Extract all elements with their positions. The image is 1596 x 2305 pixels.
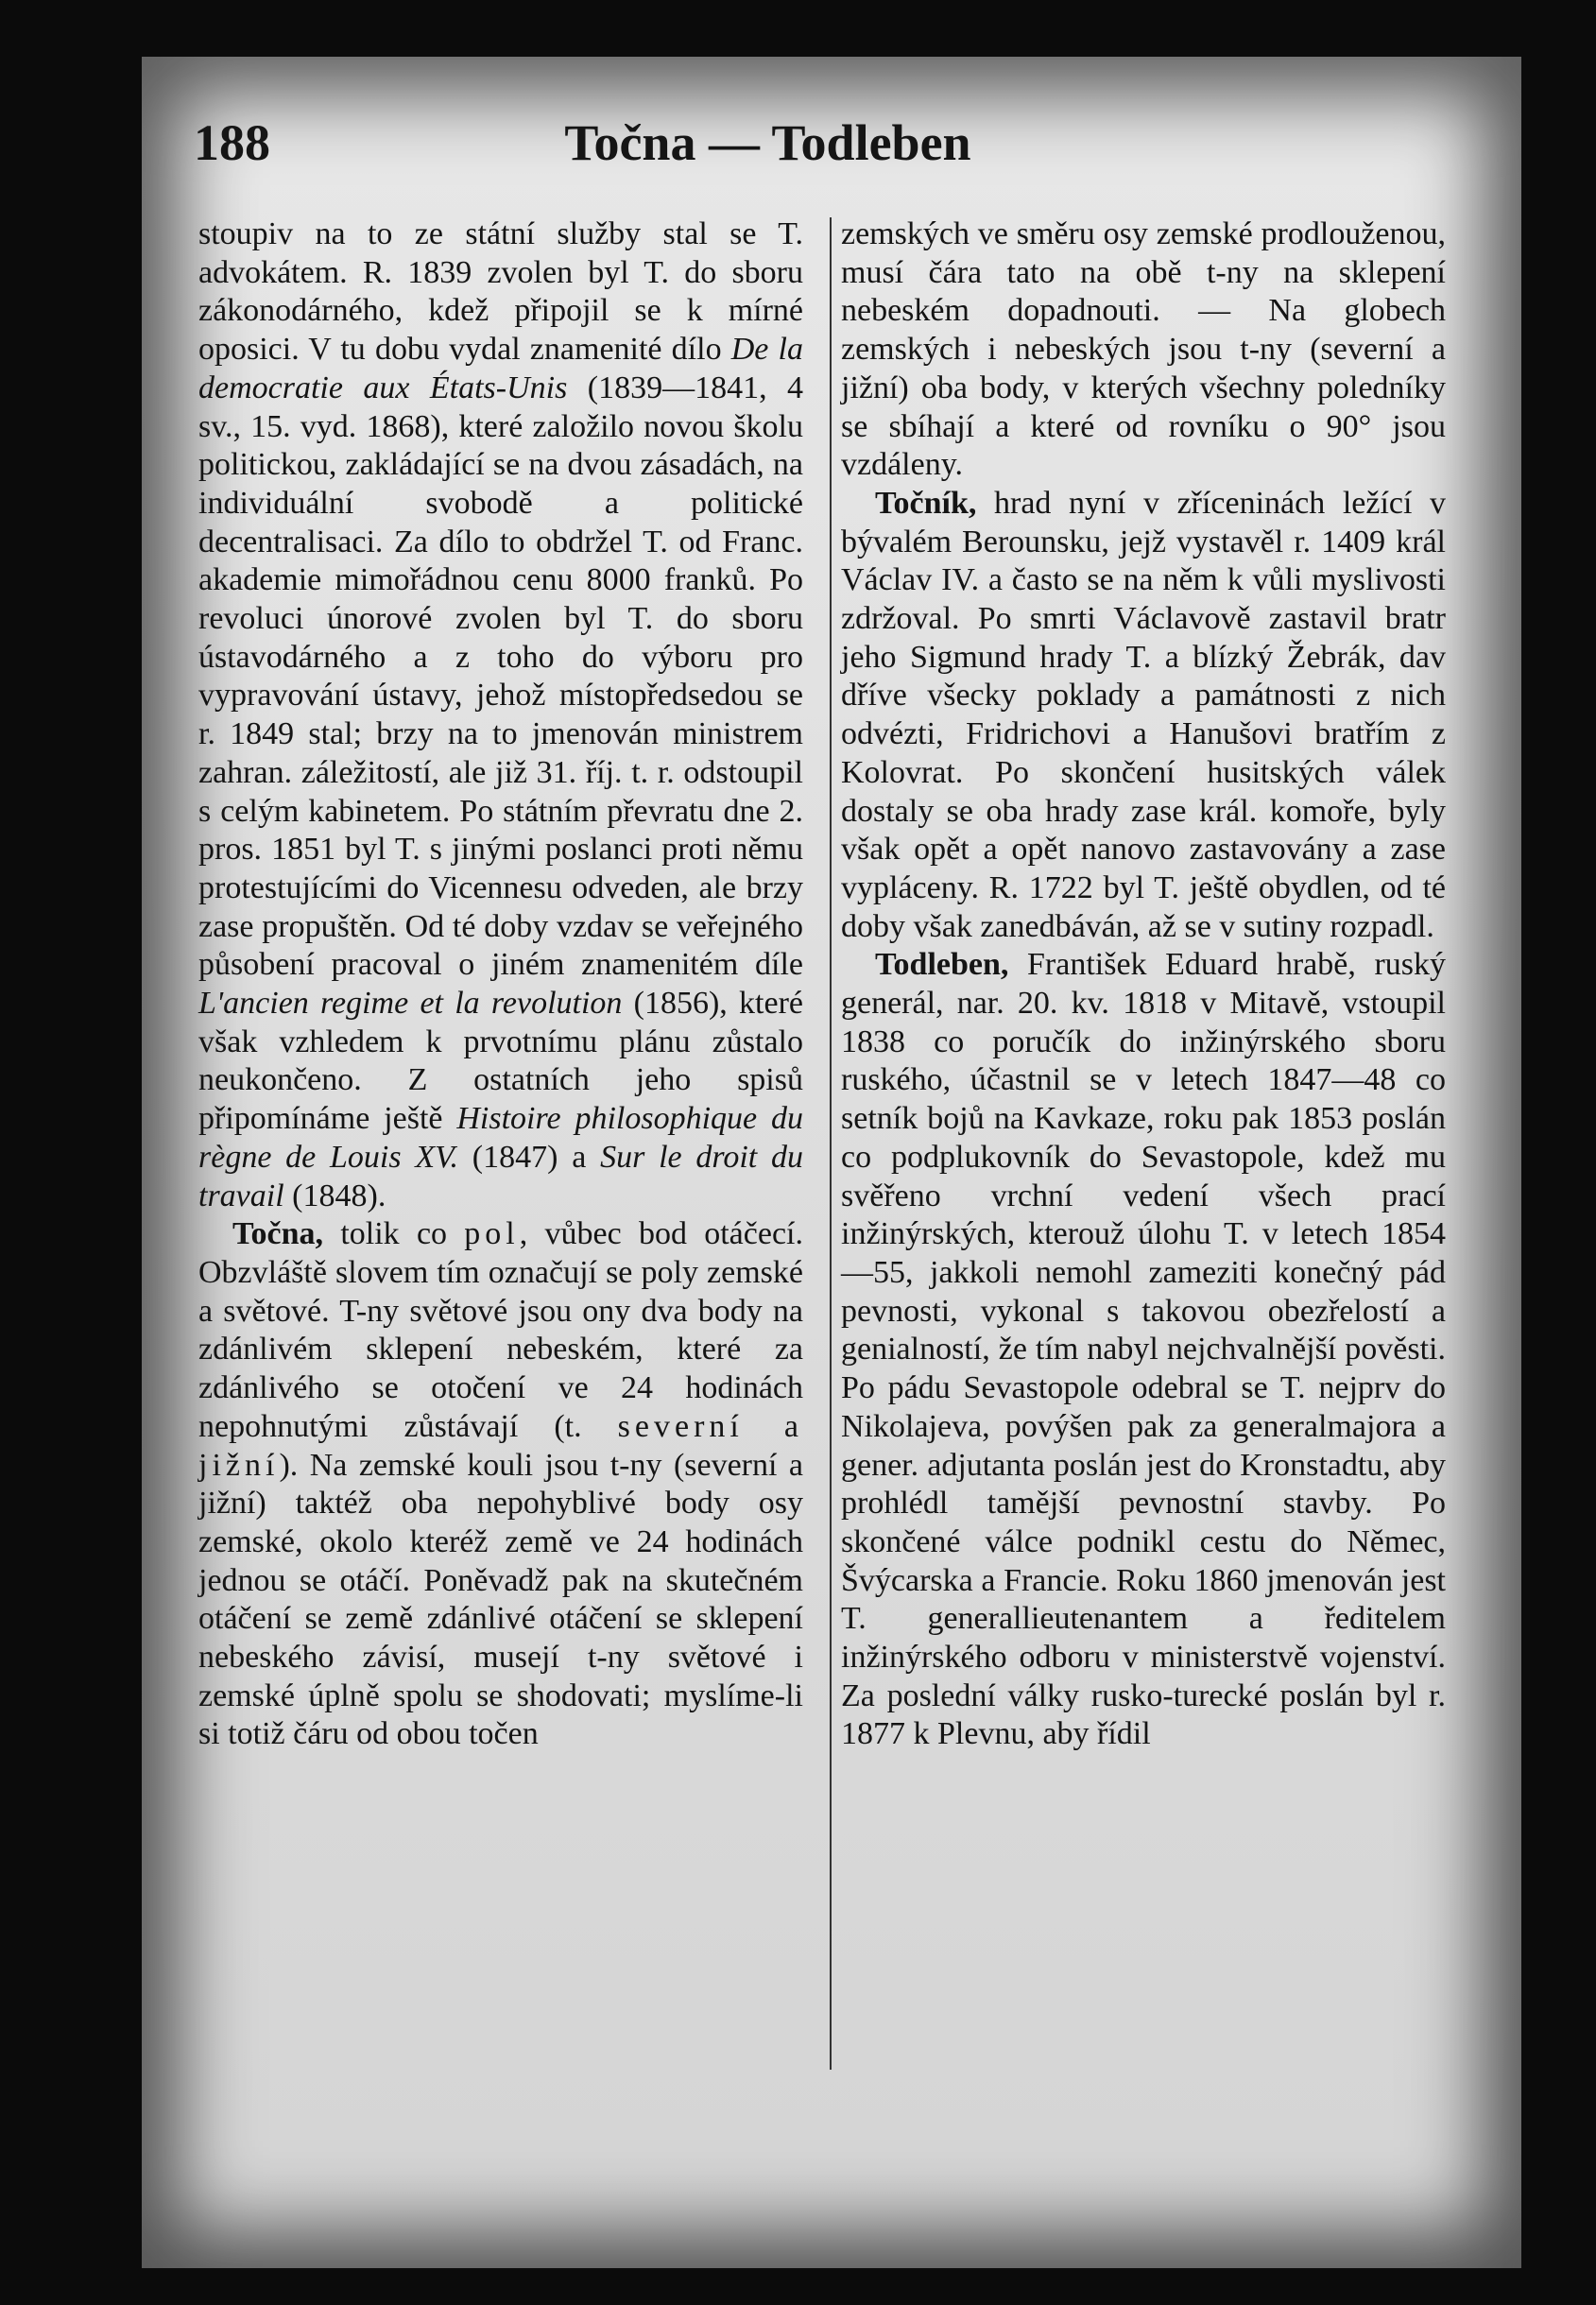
- headword-tocna: Točna,: [232, 1216, 324, 1252]
- text-run: , vůbec bod otáčecí. Obzvláště slovem tím označují se poly zemské a světové. T-ny světové jsou ony dva body na zdánlivém sklepení nebeském, které za zdánlivého se otočení ve 24 hodinách nepohnutými zůstávají (t.: [198, 1216, 803, 1444]
- book-title: Histoire philosophique du règne de Louis XV.: [198, 1101, 803, 1175]
- running-title: Točna — Todleben: [564, 114, 971, 171]
- text-run: (1839—1841, 4 sv., 15. vyd. 1868), které založilo novou školu politickou, zakládající se na dvou zásadách, na individuální svobodě a politické decentralisaci. Za dílo to obdržel T. od Franc. akademie mimořádnou cenu 8000 franků. Po revoluci únorové zvolen byl T. do sboru ústavodárného a z toho do výboru pro vypravování ústavy, jehož místopředsedou se r. 1849 stal; brzy na to jmenován ministrem zahran. záležitostí, ale již 31. říj. t. r. odstoupil s celým kabinetem. Po státním převratu dne 2. pros. 1851 byl T. s jinými poslanci proti němu protestujícími do Vicennesu odveden, ale brzy zase propuštěn. Od té doby vzdav se veřejného působení pracoval o jiném znamenitém díle: [198, 370, 803, 983]
- text-run: František Eduard hrabě, ruský generál, nar. 20. kv. 1818 v Mitavě, vstoupil 1838 co poručík do inžinýrského sboru ruského, účastnil se v letech 1847—48 co setník bojů na Kavkaze, roku pak 1853 poslán co podplukovník do Sevastopole, kdež mu svěřeno vrchní vedení všech prací inžinýrských, kterouž úlohu T. v letech 1854—55, jakkoli nemohl zameziti konečný pád pevnosti, vykonal s takovou obezřelostí a genialností, že tím nabyl nejchvalnější pověsti. Po pádu Sevastopole odebral se T. nejprv do Nikolajeva, povýšen pak za generalmajora a gener. adjutanta poslán jest do Kronstadtu, aby prohlédl tamější pevnostní stavby. Po skončené válce podnikl cestu do Němec, Švýcarska a Francie. Roku 1860 jmenován jest T. generallieutenantem a ředitelem inžinýrského odboru v ministerstvě vojenství. Za poslední války rusko-turecké poslán byl r. 1877 k Plevnu, aby řídil: [841, 947, 1446, 1752]
- spaced-term: pol: [464, 1216, 520, 1252]
- text-run: zemských ve směru osy zemské prodlouženou, musí čára tato na obě t-ny na sklepení nebeském dopadnouti. — Na globech zemských i nebeských jsou t-ny (severní a jižní) oba body, v kterých všechny poledníky se sbíhají a které od rovníku o 90° jsou vzdáleny.: [841, 216, 1446, 483]
- left-column: [198, 215, 803, 1754]
- text-run: ). Na zemské kouli jsou t-ny (severní a jižní) taktéž oba nepohyblivé body osy zemské, okolo kteréž země ve 24 hodinách jednou se otáčí. Poněvadž pak na skutečném otáčení se země zdánlivé otáčení se sklepení nebeského závisí, musejí t-ny světové i zemské úplně spolu se shodovati; myslíme-li si totiž čáru od obou točen: [198, 1447, 803, 1752]
- entry-tocna: [198, 1215, 803, 1754]
- right-column: [841, 215, 1446, 1754]
- text-run: tolik co: [323, 1216, 465, 1252]
- text-run: (1848).: [283, 1178, 386, 1213]
- text-run: (1856), které však vzhledem k prvotnímu plánu zůstalo neukončeno. Z ostatních jeho spisů připomínáme ještě: [198, 986, 803, 1137]
- headword-todleben: Todleben,: [875, 947, 1009, 983]
- spaced-term: severní a jižní: [198, 1408, 803, 1483]
- tocqueville-entry-continuation: [198, 215, 803, 1215]
- tocna-entry-continuation: [841, 215, 1446, 485]
- book-title: De la democratie aux États-Unis: [198, 332, 804, 405]
- entry-tocnik: [841, 485, 1446, 946]
- page-number: 188: [194, 114, 270, 171]
- entry-todleben: [841, 946, 1446, 1754]
- book-title: L'ancien regime et la revolution: [198, 986, 623, 1022]
- column-divider: [830, 217, 832, 2070]
- running-header: [194, 113, 1342, 180]
- book-page: [142, 57, 1521, 2268]
- text-run: (1847) a: [458, 1139, 601, 1175]
- book-title: Sur le droit du travail: [198, 1139, 803, 1213]
- text-run: hrad nyní v zříceninách ležící v bývalém Berounsku, jejž vystavěl r. 1409 král Václav IV. a často se na něm k vůli myslivosti zdržoval. Po smrti Václavově zastavil bratr jeho Sigmund hrady T. a blízký Žebrák, dav dříve všecky poklady a památnosti z nich odvézti, Fridrichovi a Hanušovi bratřím z Kolovrat. Po skončení husitských válek dostaly se oba hrady zase král. komoře, byly však opět a opět nanovo zastavovány a zase vypláceny. R. 1722 byl T. ještě obydlen, od té doby však zanedbáván, až se v sutiny rozpadl.: [841, 485, 1446, 944]
- text-run: stoupiv na to ze státní služby stal se T. advokátem. R. 1839 zvolen byl T. do sboru zákonodárného, kdež připojil se k mírné oposici. V tu dobu vydal znamenité dílo: [198, 216, 803, 368]
- headword-tocnik: Točník,: [875, 485, 977, 521]
